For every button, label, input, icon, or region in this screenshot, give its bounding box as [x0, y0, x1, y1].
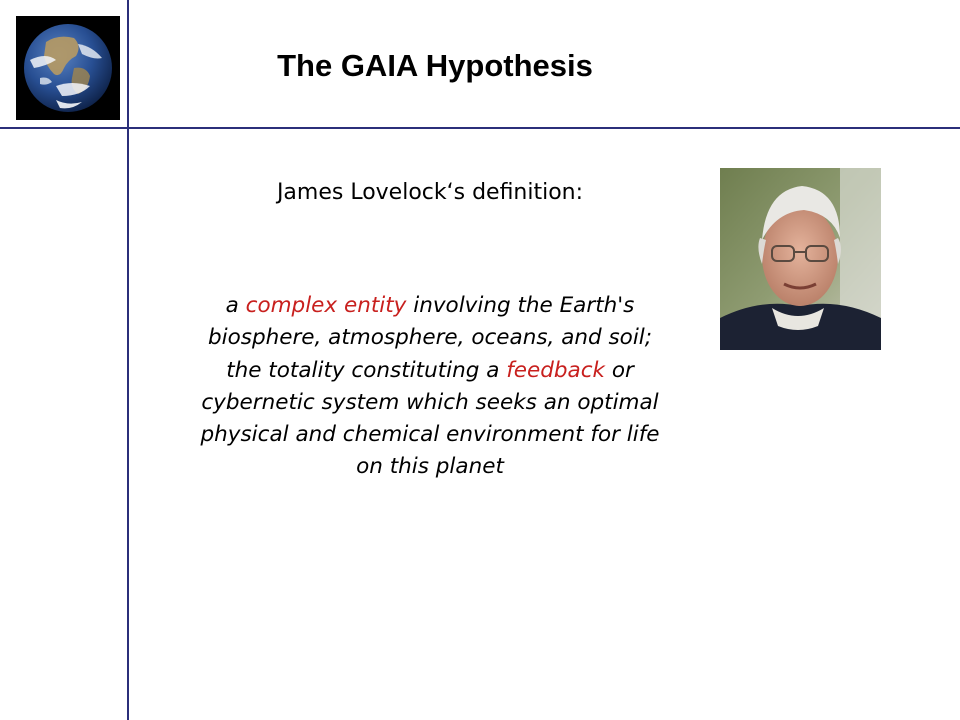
definition-heading: James Lovelock‘s definition:	[276, 180, 584, 205]
slide-title: The GAIA Hypothesis	[277, 48, 593, 83]
definition-part-1: a	[225, 293, 246, 318]
highlight-complex-entity: complex entity	[245, 293, 407, 318]
vertical-rule	[127, 0, 129, 720]
definition-part-3: or cybernetic system which seeks an optimal physical and chemical environment for life on this planet	[200, 357, 660, 480]
horizontal-rule	[0, 127, 960, 129]
highlight-feedback: feedback	[506, 357, 605, 383]
definition-part-2: involving the Earth's biosphere, atmosphere, oceans, and soil; the totality constituting a	[207, 293, 653, 383]
earth-image	[16, 16, 120, 120]
portrait-image	[720, 168, 881, 350]
definition-text	[195, 290, 665, 484]
